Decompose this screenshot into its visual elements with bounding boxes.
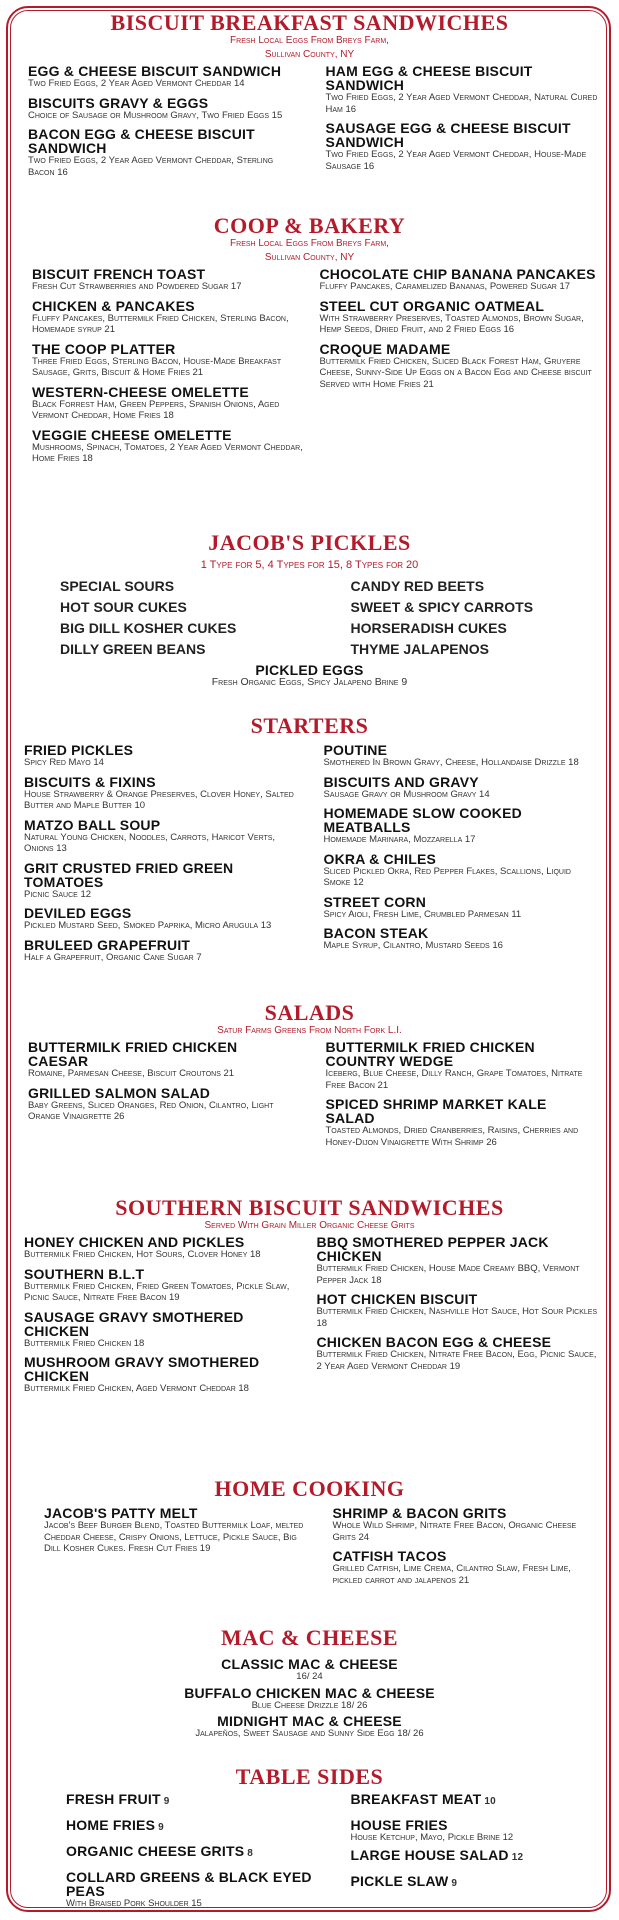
menu-item [317,1335,600,1372]
item-name: CHOCOLATE CHIP BANANA PANCAKES [319,266,596,282]
item-name: BISCUITS GRAVY & EGGS [28,94,209,111]
item-name-line [66,1844,315,1861]
section-biscuit-breakfast [20,12,599,184]
pickle-type: HOT SOUR CUKES [60,599,187,615]
item-name: BUTTERMILK FRIED CHICKEN CAESAR [28,1039,238,1069]
section-table-sides [20,1766,599,1914]
item-name: SPICED SHRIMP MARKET KALE SALAD [325,1096,547,1126]
section-subtitle: Satur Farms Greens From North Fork L.I. [217,1025,402,1036]
item-name: DEVILED EGGS [24,905,132,921]
menu-item [320,267,600,293]
item-description: Picnic Sauce 12 [24,888,92,900]
item-name: CATFISH TACOS [332,1548,447,1564]
item-description: With Braised Pork Shoulder 15 [66,1898,202,1909]
item-description: Mushrooms, Spinach, Tomatoes, 2 Year Aged Vermont Cheddar, Home Fries 18 [32,441,303,464]
left-column [20,267,312,471]
item-name: SOUTHERN B.L.T [24,1265,145,1282]
section-southern-biscuit [20,1197,599,1401]
pickle-type: SWEET & SPICY CARROTS [350,599,534,615]
item-name-line [66,1792,315,1809]
item-description: Two Fried Eggs, 2 Year Aged Vermont Cheddar, House-Made Sausage 16 [325,149,587,172]
menu-item [24,1355,307,1395]
menu-item [24,861,300,901]
item-name-line [351,1792,600,1809]
item-name: LARGE HOUSE SALAD [350,1846,509,1863]
two-column-list [20,1235,599,1401]
item-name: COLLARD GREENS & BLACK EYED PEAS [66,1869,312,1899]
menu-item [351,1818,600,1844]
item-name-line [66,1870,315,1898]
two-column-list [20,1040,599,1154]
section-salads [20,1002,599,1154]
menu-item [28,96,302,122]
item-description: Buttermilk Fried Chicken, Aged Vermont Cheddar 18 [24,1383,249,1394]
menu-item [66,1870,315,1910]
menu-item [20,1714,599,1740]
menu-item [320,299,600,336]
item-name: CHICKEN BACON EGG & CHEESE [316,1334,552,1350]
item-description: Homemade Marinara, Mozzarella 17 [323,834,476,845]
left-column [20,576,309,660]
section-title: STARTERS [250,713,369,738]
item-name: JACOB'S PATTY MELT [44,1505,198,1521]
menu-item [317,1235,600,1286]
right-column [315,1792,600,1914]
item-description: Black Forrest Ham, Green Peppers, Spanish Onions, Aged Vermont Cheddar, Home Fries 18 [32,398,280,421]
menu-item [32,299,312,336]
item-name: WESTERN-CHEESE OMELETTE [32,383,249,400]
right-column [307,1235,600,1401]
item-name: BREAKFAST MEAT [350,1791,482,1807]
item-name-line [351,1874,600,1891]
menu-item [28,1086,302,1123]
menu-item [66,1792,315,1809]
item-description: Choice of Sausage or Mushroom Gravy, Two Fried Eggs 15 [28,109,283,121]
menu-item [324,806,600,846]
section-title: TABLE SIDES [235,1764,384,1789]
sides-list [20,1792,599,1914]
menu-item [320,342,600,391]
menu-item [324,852,600,889]
menu-item [20,1686,599,1712]
item-description: Smothered In Brown Gravy, Cheese, Hollandaise Drizzle 18 [323,757,579,768]
item-description: Blue Cheese Drizzle 18/ 26 [251,1699,368,1711]
item-name: OKRA & CHILES [323,850,437,867]
section-title: BISCUIT BREAKFAST SANDWICHES [110,10,509,35]
menu-item [24,818,300,855]
section-subtitle: Served With Grain Miller Organic Cheese Grits [204,1220,415,1231]
item-description: Baby Greens, Sliced Oranges, Red Onion, Cilantro, Light Orange Vinaigrette 26 [28,1099,274,1122]
item-name-line [351,1818,600,1832]
section-jacobs-pickles [20,532,599,689]
item-description: Three Fried Eggs, Sterling Bacon, House-Made Breakfast Sausage, Grits, Biscuit & Home Fries 21 [32,355,282,378]
menu-item [24,906,300,932]
item-description: Sausage Gravy or Mushroom Gravy 14 [323,788,490,800]
two-column-list [20,1506,599,1592]
menu-item [351,1848,600,1865]
menu-item [66,1844,315,1861]
section-subtitle: Fresh Local Eggs From Breys Farm, [230,35,389,46]
right-column [311,1506,600,1592]
item-name: ORGANIC CHEESE GRITS [66,1843,245,1859]
left-column [20,64,302,184]
item-name: MATZO BALL SOUP [24,816,161,833]
left-column [20,743,300,969]
item-name: BUFFALO CHICKEN MAC & CHEESE [184,1684,435,1701]
item-name-line [66,1818,315,1835]
item-description: Spicy Aioli, Fresh Lime, Crumbled Parmesan 11 [323,908,522,920]
item-name: STREET CORN [323,893,427,910]
item-name: THE COOP PLATTER [32,340,176,357]
menu-item [351,1792,600,1809]
item-description: Fluffy Pancakes, Caramelized Bananas, Powered Sugar 17 [319,281,571,292]
menu-item [24,1235,307,1261]
item-description: Half a Grapefruit, Organic Cane Sugar 7 [24,951,202,963]
right-column [300,743,600,969]
section-subtitle: Sullivan County, NY [264,49,355,60]
menu-item [351,1874,600,1891]
item-description: Buttermilk Fried Chicken 18 [24,1337,145,1349]
item-name: BBQ SMOTHERED PEPPER JACK CHICKEN [316,1234,549,1264]
menu-item [28,1040,302,1080]
item-name: STEEL CUT ORGANIC OATMEAL [319,297,545,314]
section-title: SALADS [264,1000,355,1025]
menu-item [66,1818,315,1835]
item-description: House Ketchup, Mayo, Pickle Brine 12 [350,1832,514,1843]
item-name: SHRIMP & BACON GRITS [332,1505,507,1521]
right-column [302,64,600,184]
item-name: MUSHROOM GRAVY SMOTHERED CHICKEN [24,1354,260,1384]
item-description: Fluffy Pancakes, Buttermilk Fried Chicken, Sterling Bacon, Homemade syrup 21 [32,312,289,335]
item-price: 12 [511,1851,524,1863]
item-description: With Strawberry Preserves, Toasted Almonds, Brown Sugar, Hemp Seeds, Dried Fruit, and 2 Fried Eggs 16 [319,312,584,335]
menu-item [326,64,600,115]
section-title: HOME COOKING [214,1476,405,1501]
two-column-list [20,267,599,471]
menu-item [326,1097,600,1148]
menu-item [28,64,302,90]
item-description: Two Fried Eggs, 2 Year Aged Vermont Cheddar 14 [28,78,245,89]
menu-item [32,267,312,293]
menu-item [20,1657,599,1683]
item-description: Buttermilk Fried Chicken, Hot Sours, Clover Honey 18 [24,1249,261,1260]
pickle-type: THYME JALAPENOS [350,641,489,657]
pickle-type: HORSERADISH CUKES [350,620,507,636]
item-description: Buttermilk Fried Chicken, House Made Creamy BBQ, Vermont Pepper Jack 18 [316,1263,580,1286]
left-column [20,1235,307,1401]
item-name: CLASSIC MAC & CHEESE [221,1656,398,1672]
item-name: CHICKEN & PANCAKES [32,297,195,314]
item-description: Sliced Pickled Okra, Red Pepper Flakes, Scallions, Liquid Smoke 12 [323,865,571,888]
menu-item [24,938,300,964]
item-description: Spicy Red Mayo 14 [24,757,104,768]
menu-item [24,1310,307,1350]
menu-item [333,1506,600,1543]
item-name: FRESH FRUIT [66,1791,161,1807]
menu-item [324,926,600,952]
menu-item [333,1549,600,1586]
item-name: GRIT CRUSTED FRIED GREEN TOMATOES [24,859,234,890]
item-description: Jalapeños, Sweet Sausage and Sunny Side Egg 18/ 26 [195,1728,424,1739]
item-name-line [351,1848,600,1865]
item-description: Two Fried Eggs, 2 Year Aged Vermont Cheddar, Sterling Bacon 16 [28,155,274,178]
section-title: SOUTHERN BISCUIT SANDWICHES [115,1195,504,1220]
right-column [302,1040,600,1154]
pickle-list [20,576,599,660]
section-title: COOP & BAKERY [213,213,406,238]
menu-item [44,1506,311,1555]
menu-item [24,1267,307,1304]
section-title: JACOB'S PICKLES [208,530,411,555]
item-name: HOMEMADE SLOW COOKED MEATBALLS [323,805,522,835]
right-column [312,267,600,471]
item-name: BACON STEAK [323,925,429,941]
item-name: HAM EGG & CHEESE BISCUIT SANDWICH [325,63,533,93]
item-description: Romaine, Parmesan Cheese, Biscuit Croutons 21 [28,1068,235,1079]
section-starters [20,715,599,969]
pickled-eggs-name: PICKLED EGGS [255,662,364,678]
item-description: Buttermilk Fried Chicken, Nitrate Free Bacon, Egg, Picnic Sauce, 2 Year Aged Vermont Cheddar 19 [316,1349,597,1372]
item-description: Natural Young Chicken, Noodles, Carrots, Haricot Verts, Onions 13 [24,831,276,854]
item-name: GRILLED SALMON SALAD [28,1084,211,1101]
item-price: 10 [484,1796,496,1807]
pickle-type: BIG DILL KOSHER CUKES [60,620,237,636]
item-name: HONEY CHICKEN AND PICKLES [24,1234,245,1250]
item-name: POUTINE [323,742,388,758]
section-mac-cheese [20,1627,599,1740]
item-description: Grilled Catfish, Lime Crema, Cilantro Slaw, Fresh Lime, pickled carrot and jalapenos 21 [332,1563,571,1586]
pickle-type: DILLY GREEN BEANS [60,641,206,657]
item-name: HOME FRIES [66,1817,156,1833]
section-home-cooking [20,1478,599,1592]
item-name: VEGGIE CHEESE OMELETTE [32,426,232,443]
item-description: Fresh Cut Strawberries and Powdered Sugar 17 [32,281,242,292]
item-description: Two Fried Eggs, 2 Year Aged Vermont Cheddar, Natural Cured Ham 16 [325,92,598,115]
section-subtitle: Sullivan County, NY [264,252,355,263]
menu-item [32,428,312,465]
item-name: BACON EGG & CHEESE BISCUIT SANDWICH [28,126,255,156]
item-name: SAUSAGE GRAVY SMOTHERED CHICKEN [24,1308,244,1339]
menu-item [326,1040,600,1091]
item-name: BISCUITS AND GRAVY [323,773,479,790]
menu-item [24,743,300,769]
left-column [20,1506,311,1592]
item-description: Buttermilk Fried Chicken, Sliced Black Forest Ham, Gruyere Cheese, Sunny-Side Up Eggs on a Bacon Egg and Cheese biscuit Served with Home Fries 21 [319,355,592,390]
item-description: Buttermilk Fried Chicken, Fried Green Tomatoes, Pickle Slaw, Picnic Sauce, Nitrate Free Bacon 19 [24,1280,290,1303]
item-description: Iceberg, Blue Cheese, Dilly Ranch, Grape Tomatoes, Nitrate Free Bacon 21 [325,1068,583,1091]
left-column [20,1040,302,1154]
item-name: HOT CHICKEN BISCUIT [316,1291,478,1307]
item-name: PICKLE SLAW [350,1872,449,1889]
item-name: MIDNIGHT MAC & CHEESE [217,1713,402,1729]
item-name: SAUSAGE EGG & CHEESE BISCUIT SANDWICH [325,120,571,150]
menu-item [28,127,302,178]
section-subtitle: Fresh Local Eggs From Breys Farm, [230,238,389,249]
item-price: 9 [163,1796,170,1807]
menu-item [32,342,312,379]
item-description: Whole Wild Shrimp, Nitrate Free Bacon, Organic Cheese Grits 24 [332,1520,577,1543]
item-name: BRULEED GRAPEFRUIT [24,936,191,953]
item-name: FRIED PICKLES [24,742,134,758]
two-column-list [20,64,599,184]
item-price: 9 [158,1822,164,1833]
item-description: House Strawberry & Orange Preserves, Clover Honey, Salted Butter and Maple Butter 10 [24,788,294,811]
menu-item [32,385,312,422]
item-price: 8 [247,1848,254,1859]
section-subtitle: 1 Type for 5, 4 Types for 15, 8 Types for 20 [200,559,419,571]
two-column-list [20,743,599,969]
item-description: Jacob's Beef Burger Blend, Toasted Buttermilk Loaf, melted Cheddar Cheese, Crispy Onions, Lettuce, Pickle Sauce, Big Dill Kosher Cukes. Fresh Cut Fries 19 [44,1520,304,1554]
item-name: BUTTERMILK FRIED CHICKEN COUNTRY WEDGE [325,1039,535,1069]
item-description: Maple Syrup, Cilantro, Mustard Seeds 16 [323,940,503,951]
menu-item [326,121,600,172]
pickle-type: SPECIAL SOURS [60,578,175,594]
section-coop-bakery [20,215,599,471]
item-name: HOUSE FRIES [350,1817,448,1833]
pickled-eggs-desc: Fresh Organic Eggs, Spicy Jalapeno Brine 9 [211,676,408,688]
menu-item [317,1292,600,1329]
item-description: Buttermilk Fried Chicken, Nashville Hot Sauce, Hot Sour Pickles 18 [316,1306,598,1329]
item-description: 16/ 24 [296,1671,323,1682]
item-name: EGG & CHEESE BISCUIT SANDWICH [28,63,282,79]
pickle-type: CANDY RED BEETS [350,578,485,594]
menu-item [324,775,600,801]
item-description: Pickled Mustard Seed, Smoked Paprika, Micro Arugula 13 [24,920,272,931]
section-title: MAC & CHEESE [220,1625,399,1650]
item-description: Toasted Almonds, Dried Cranberries, Raisins, Cherries and Honey-Dijon Vinaigrette With Shrimp 26 [325,1125,579,1148]
item-price: 9 [451,1877,458,1889]
menu-item [324,743,600,769]
menu-item [24,775,300,812]
item-name: BISCUIT FRENCH TOAST [32,266,206,282]
right-column [309,576,600,660]
menu-item [324,895,600,921]
item-name: BISCUITS & FIXINS [24,773,156,790]
left-column [20,1792,315,1914]
item-name: CROQUE MADAME [319,340,451,357]
